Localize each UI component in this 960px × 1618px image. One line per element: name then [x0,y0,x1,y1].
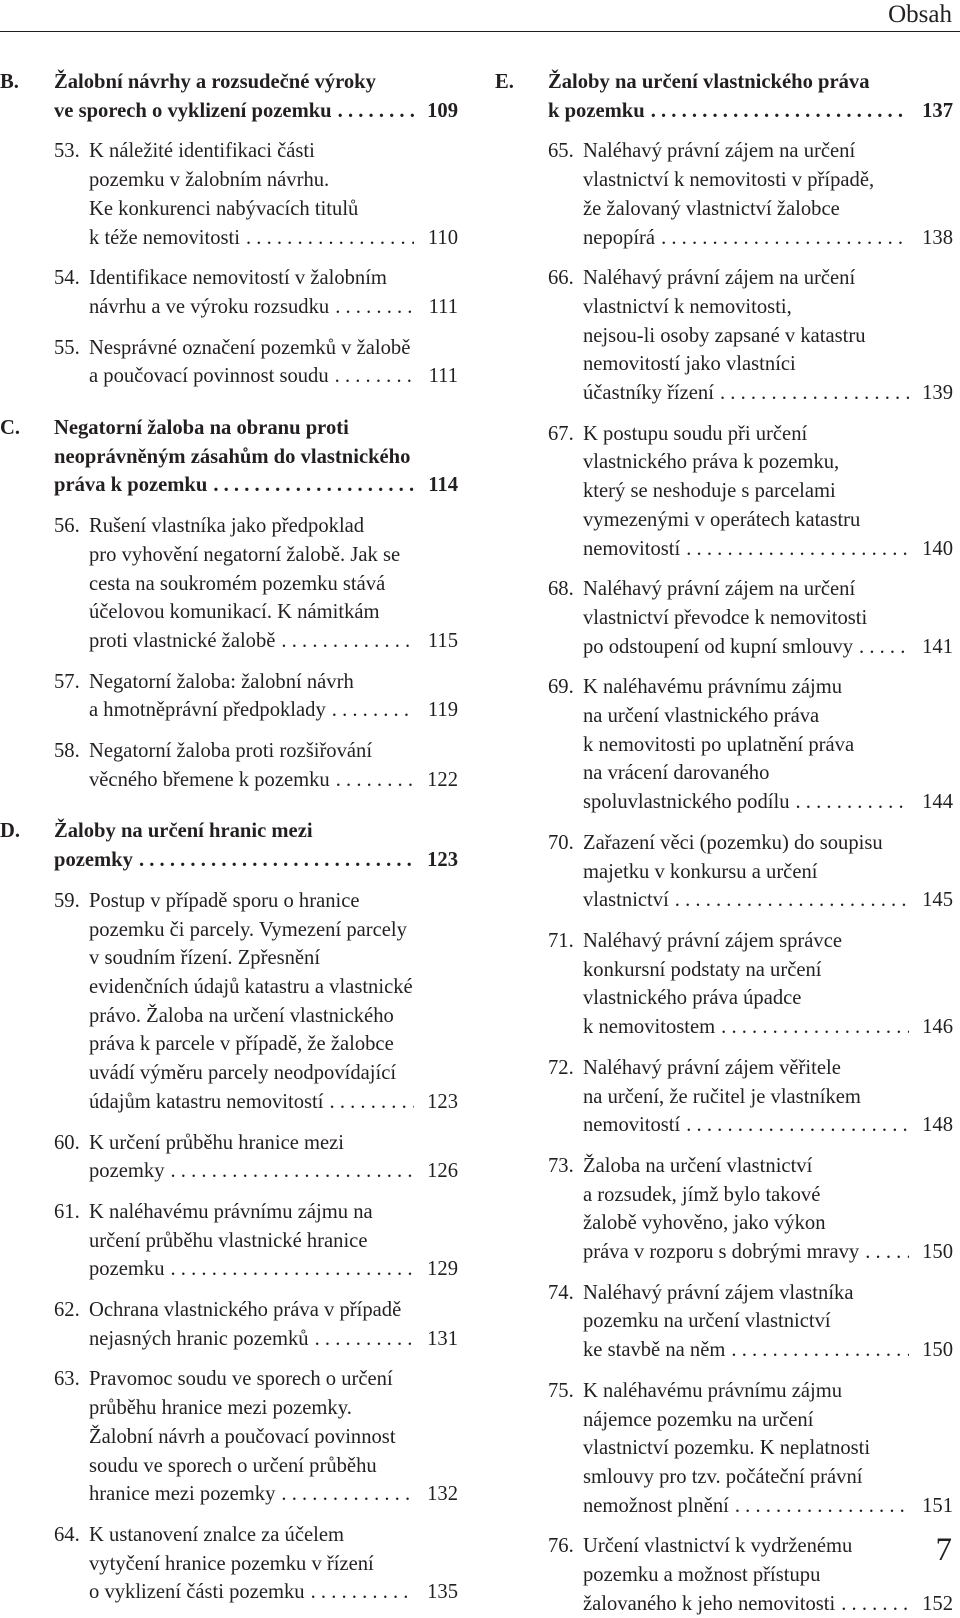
toc-entry[interactable] [0,1129,458,1186]
entry-spacer [0,1353,458,1365]
toc-entry[interactable] [495,673,953,817]
entry-spacer [0,252,458,264]
entry-spacer [495,1140,953,1152]
toc-section-heading[interactable] [0,414,458,500]
entry-title-line: vlastnictví k nemovitosti, [583,295,792,318]
entry-title-line: průběhu hranice mezi pozemky. [89,1397,352,1420]
entry-title-line: pozemku a možnost přístupu [583,1564,821,1587]
entry-page-number: 111 [428,295,458,318]
entry-title-line: že žalovaný vlastnictví žalobce [583,197,840,220]
dot-leader [714,379,909,408]
toc-entry[interactable] [495,1054,953,1140]
entry-title-line: Určení vlastnictví k vydrženému [583,1535,853,1558]
entry-title [89,334,458,391]
entry-page-number: 109 [427,99,458,122]
entry-page-number: 140 [922,537,953,560]
entry-title-line: Negatorní žaloba: žalobní návrh [89,670,354,693]
dot-leader [305,1578,414,1607]
entry-title-last-line [583,224,953,253]
entry-spacer [0,794,458,817]
dot-leader [835,1590,909,1618]
entry-title-line: vlastnického práva k pozemku, [583,451,840,474]
dot-leader [725,1336,909,1365]
entry-title-line: žalobě vyhověno, jako výkon [583,1212,826,1235]
entry-title-line: Negatorní žaloba proti rozšiřování [89,740,373,763]
entry-title-line: nejsou-li osoby zapsané v katastru [583,324,866,347]
toc-entry[interactable] [0,334,458,391]
entry-title-line: ve sporech o vyklizení pozemku [54,99,332,122]
entry-title-line: Žaloba na určení vlastnictví [583,1154,813,1177]
dot-leader [645,97,909,126]
entry-title-line: K naléhavému právnímu zájmu na [89,1200,373,1223]
dot-leader [207,471,414,500]
toc-entry[interactable] [495,1532,953,1618]
entry-page-number: 111 [428,365,458,388]
entry-title-line: práva v rozporu s dobrými mravy [583,1241,860,1264]
entry-number: 63. [54,1368,80,1391]
entry-title-line: nepopírá [583,226,656,249]
entry-page-number: 129 [427,1258,458,1281]
entry-page-number: 132 [427,1483,458,1506]
entry-number: 66. [548,267,574,290]
entry-title-line: cesta na soukromém pozemku stává [89,572,386,595]
dot-leader [165,1255,415,1284]
entry-title-line: vlastnictví pozemku. K neplatnosti [583,1437,871,1460]
entry-spacer [495,125,953,137]
dot-leader [790,788,910,817]
entry-title-line: účelovou komunikací. K námitkám [89,601,380,624]
entry-number: 62. [54,1299,80,1322]
entry-title-line: K naléhavému právnímu zájmu [583,1379,843,1402]
entry-page-number: 145 [922,889,953,912]
toc-entry[interactable] [0,668,458,725]
entry-spacer [0,875,458,887]
entry-title [583,137,953,252]
entry-spacer [0,391,458,414]
entry-title-line: o vyklizení části pozemku [89,1581,305,1604]
entry-title [583,1377,953,1521]
entry-title-line: účastníky řízení [583,382,714,405]
entry-title-line: Naléhavý právní zájem věřitele [583,1056,841,1079]
entry-number: 53. [54,140,80,163]
entry-title-line: nemovitostí jako vlastníci [583,353,796,376]
entry-title [89,512,458,656]
entry-title [548,68,953,125]
dot-leader [133,846,414,875]
toc-entry[interactable] [0,737,458,794]
toc-section-heading[interactable] [0,68,458,125]
entry-spacer [495,563,953,575]
entry-title-line: konkursní podstaty na určení [583,958,822,981]
entry-title-line: nemožnost plnění [583,1494,729,1517]
entry-title-line: práva k pozemku [54,474,208,497]
entry-title [583,1054,953,1140]
entry-title-line: vlastnictví [583,889,669,912]
entry-title-line: K ustanovení znalce za účelem [89,1523,345,1546]
entry-title [54,68,458,125]
entry-title-line: návrhu a ve výroku rozsudku [89,295,330,318]
section-letter: E. [495,71,514,93]
entry-number: 64. [54,1523,80,1546]
entry-title-line: majetku v konkursu a určení [583,860,818,883]
entry-title-line: Žaloby na určení vlastnického práva [548,71,870,93]
entry-title [583,1279,953,1365]
entry-title-last-line [89,627,458,656]
entry-title-line: věcného břemene k pozemku [89,768,330,791]
toc-entry[interactable] [0,512,458,656]
dot-leader [165,1157,415,1186]
entry-title [89,1521,458,1607]
entry-title [583,420,953,564]
entry-number: 59. [54,889,80,912]
entry-page-number: 123 [427,849,458,872]
dot-leader [324,1088,414,1117]
entry-title-line: Ke konkurenci nabývacích titulů [89,197,359,220]
entry-spacer [0,1186,458,1198]
entry-spacer [0,1284,458,1296]
toc-entry[interactable] [0,1521,458,1607]
entry-spacer [495,1520,953,1532]
entry-spacer [495,1267,953,1279]
entry-title-last-line [583,1590,953,1618]
entry-title-line: a rozsudek, jímž bylo takové [583,1183,821,1206]
toc-entry[interactable] [0,887,458,1117]
entry-title-line: na určení, že ručitel je vlastníkem [583,1085,861,1108]
entry-title-line: Naléhavý právní zájem na určení [583,140,856,163]
entry-title-last-line [583,1111,953,1140]
entry-title-line: K určení průběhu hranice mezi [89,1131,345,1154]
toc-entry[interactable] [495,1377,953,1521]
entry-title-last-line [54,97,458,126]
entry-number: 57. [54,670,80,693]
toc-entry[interactable] [495,137,953,252]
section-letter: C. [0,417,21,440]
entry-page-number: 144 [922,791,953,814]
dot-leader [309,1325,414,1354]
dot-leader [655,224,909,253]
entry-title-line: K postupu soudu při určení [583,422,808,445]
entry-title-line: ke stavbě na něm [583,1339,726,1362]
dot-leader [729,1492,909,1521]
entry-page-number: 114 [428,474,458,497]
toc-entry[interactable] [0,264,458,321]
entry-number: 71. [548,929,574,952]
entry-spacer [495,1365,953,1377]
entry-title-last-line [583,1336,953,1365]
entry-page-number: 146 [922,1016,953,1039]
entry-title-line: a poučovací povinnost soudu [89,365,329,388]
entry-number: 56. [54,515,80,538]
entry-title-line: vlastnického práva úpadce [583,987,802,1010]
entry-title-line: Identifikace nemovitostí v žalobním [89,267,387,290]
entry-page-number: 148 [922,1114,953,1137]
entry-title-last-line [89,362,458,391]
entry-page-number: 119 [427,699,458,722]
entry-title-last-line [583,535,953,564]
entry-spacer [0,725,458,737]
entry-title [583,1532,953,1618]
entry-title-line: Žaloby na určení hranic mezi [54,820,313,843]
entry-title-line: a hmotněprávní předpoklady [89,699,326,722]
entry-page-number: 126 [427,1160,458,1183]
entry-title-last-line [89,696,458,725]
entry-spacer [0,1509,458,1521]
entry-title-last-line [583,1238,953,1267]
entry-title-last-line [583,1013,953,1042]
entry-spacer [495,817,953,829]
entry-title-line: žalovaného k jeho nemovitosti [583,1592,836,1615]
entry-title-last-line [89,766,458,795]
entry-title-line: vymezenými v operátech katastru [583,508,861,531]
entry-title-line: neoprávněným zásahům do vlastnického [54,445,411,468]
entry-title-line: k pozemku [548,99,645,122]
toc-entry[interactable] [0,1365,458,1509]
entry-title-last-line [89,1480,458,1509]
entry-number: 76. [548,1535,574,1558]
entry-title-line: na určení vlastnického práva [583,705,820,728]
entry-title-line: smlouvy pro tzv. počáteční právní [583,1465,863,1488]
entry-number: 68. [548,578,574,601]
toc-entry[interactable] [495,1279,953,1365]
entry-title-line: Naléhavý právní zájem na určení [583,267,856,290]
entry-title-line: údajům katastru nemovitostí [89,1090,324,1113]
entry-title-line: Nesprávné označení pozemků v žalobě [89,336,411,359]
toc-entry[interactable] [495,420,953,564]
entry-title-line: vlastnictví k nemovitosti v případě, [583,169,875,192]
entry-page-number: 122 [427,768,458,791]
entry-title-line: v soudním řízení. Zpřesnění [89,947,321,970]
entry-title-line: K náležité identifikaci části [89,140,315,163]
entry-title-line: Žalobní návrhy a rozsudečné výroky [54,71,376,93]
entry-title-last-line [583,1492,953,1521]
entry-title-last-line [89,1255,458,1284]
entry-title [583,575,953,661]
entry-title-line: k nemovitosti po uplatnění práva [583,733,855,756]
entry-number: 70. [548,831,574,854]
entry-page-number: 138 [922,226,953,249]
entry-title-last-line [583,788,953,817]
entry-title-line: K naléhavému právnímu zájmu [583,676,843,699]
entry-spacer [495,661,953,673]
toc-entry[interactable] [0,1198,458,1284]
toc-entry[interactable] [0,1296,458,1353]
entry-title-line: pozemku v žalobním návrhu. [89,169,330,192]
entry-spacer [0,322,458,334]
dot-leader [275,627,414,656]
entry-title-line: práva k parcele v případě, že žalobce [89,1033,394,1056]
entry-title [89,137,458,252]
entry-title [583,1152,953,1267]
dot-leader [240,224,414,253]
entry-title-last-line [89,224,458,253]
entry-title-line: evidenčních údajů katastru a vlastnické [89,975,413,998]
entry-page-number: 152 [922,1592,953,1615]
entry-title [89,1365,458,1509]
entry-title-last-line [89,1325,458,1354]
running-head: Obsah [888,1,952,28]
entry-title [89,737,458,794]
entry-title [89,1129,458,1186]
entry-title-line: Naléhavý právní zájem vlastníka [583,1281,854,1304]
entry-title-line: pozemky [54,849,133,872]
entry-title [583,829,953,915]
dot-leader [715,1013,909,1042]
entry-spacer [0,125,458,137]
entry-title-last-line [89,293,458,322]
entry-spacer [495,1042,953,1054]
entry-title-line: vlastnictví převodce k nemovitosti [583,606,868,629]
entry-title-line: soudu ve sporech o určení průběhu [89,1454,377,1477]
entry-title-last-line [54,471,458,500]
entry-number: 61. [54,1200,80,1223]
entry-page-number: 150 [922,1241,953,1264]
entry-spacer [0,1117,458,1129]
dot-leader [859,1238,909,1267]
entry-title [583,927,953,1042]
toc-entry[interactable] [495,264,953,408]
page-number: 7 [935,1532,952,1568]
entry-title-last-line [89,1157,458,1186]
entry-number: 73. [548,1154,574,1177]
dot-leader [669,886,909,915]
entry-page-number: 110 [427,226,458,249]
entry-title [89,264,458,321]
dot-leader [330,766,414,795]
header-rule [0,31,960,32]
entry-title-line: Rušení vlastníka jako předpoklad [89,515,365,538]
entry-title [89,668,458,725]
toc-entry[interactable] [495,575,953,661]
entry-title-line: pozemku [89,1258,165,1281]
entry-spacer [495,252,953,264]
entry-page-number: 139 [922,382,953,405]
entry-title [54,414,458,500]
entry-title-last-line [89,1088,458,1117]
entry-title [54,817,458,874]
entry-title-last-line [583,379,953,408]
entry-title-last-line [89,1578,458,1607]
section-letter: B. [0,71,19,93]
entry-title [89,1296,458,1353]
entry-page-number: 141 [922,635,953,658]
toc-left-column [0,68,458,1607]
entry-title-line: spoluvlastnického podílu [583,791,790,814]
entry-title-line: na vrácení darovaného [583,762,770,785]
entry-title-line: nejasných hranic pozemků [89,1327,309,1350]
dot-leader [329,293,414,322]
entry-title-line: Zařazení věci (pozemku) do soupisu [583,831,883,854]
toc-section-heading[interactable] [495,68,953,125]
entry-title-line: právo. Žaloba na určení vlastnického [89,1004,394,1027]
entry-number: 75. [548,1379,574,1402]
entry-title-last-line [583,633,953,662]
entry-title-line: uvádí výměru parcely neodpovídající [89,1062,397,1085]
entry-title-line: proti vlastnické žalobě [89,629,276,652]
entry-number: 72. [548,1056,574,1079]
entry-title-line: určení průběhu vlastnické hranice [89,1229,368,1252]
entry-page-number: 135 [427,1581,458,1604]
entry-title-line: Ochrana vlastnického práva v případě [89,1299,402,1322]
entry-title [89,887,458,1117]
entry-title-line: vytyčení hranice pozemku v řízení [89,1552,374,1575]
entry-title-last-line [54,846,458,875]
dot-leader [853,633,909,662]
entry-title-line: po odstoupení od kupní smlouvy [583,635,854,658]
toc-entry[interactable] [495,829,953,915]
toc-entry[interactable] [0,137,458,252]
dot-leader [329,362,414,391]
toc-entry[interactable] [495,1152,953,1267]
entry-page-number: 150 [922,1339,953,1362]
section-letter: D. [0,820,21,843]
dot-leader [680,1111,909,1140]
entry-spacer [495,408,953,420]
entry-title-last-line [583,886,953,915]
entry-number: 54. [54,267,80,290]
entry-number: 58. [54,740,80,763]
toc-section-heading[interactable] [0,817,458,874]
entry-page-number: 115 [427,629,458,652]
entry-title-line: Naléhavý právní zájem správce [583,929,843,952]
entry-title-line: Žalobní návrh a poučovací povinnost [89,1425,396,1448]
entry-title-line: nájemce pozemku na určení [583,1408,814,1431]
entry-number: 60. [54,1131,80,1154]
entry-title-line: nemovitostí [583,537,681,560]
entry-title [89,1198,458,1284]
dot-leader [326,696,414,725]
entry-spacer [0,500,458,512]
entry-title-line: Negatorní žaloba na obranu proti [54,417,349,440]
entry-title-line: pozemky [89,1160,165,1183]
entry-title-line: Pravomoc soudu ve sporech o určení [89,1368,393,1391]
entry-title-line: k nemovitostem [583,1016,716,1039]
entry-title-line: Postup v případě sporu o hranice [89,889,360,912]
entry-title-line: Naléhavý právní zájem na určení [583,578,856,601]
entry-title-line: pro vyhovění negatorní žalobě. Jak se [89,543,401,566]
dot-leader [275,1480,414,1509]
entry-page-number: 151 [922,1494,953,1517]
entry-title-line: nemovitostí [583,1114,681,1137]
entry-title [583,264,953,408]
entry-page-number: 137 [922,99,953,122]
entry-title-line: k téže nemovitosti [89,226,240,249]
entry-number: 74. [548,1281,574,1304]
entry-number: 65. [548,140,574,163]
dot-leader [680,535,909,564]
entry-spacer [0,656,458,668]
entry-number: 67. [548,422,574,445]
entry-title-line: hranice mezi pozemky [89,1483,276,1506]
entry-number: 55. [54,336,80,359]
entry-title-line: pozemku na určení vlastnictví [583,1310,831,1333]
dot-leader [332,97,414,126]
toc-entry[interactable] [495,927,953,1042]
entry-page-number: 123 [427,1090,458,1113]
entry-spacer [495,915,953,927]
entry-number: 69. [548,676,574,699]
entry-title [583,673,953,817]
entry-title-line: který se neshoduje s parcelami [583,480,836,503]
entry-title-last-line [548,97,953,126]
entry-page-number: 131 [427,1327,458,1350]
toc-right-column [495,68,953,1618]
entry-title-line: pozemku či parcely. Vymezení parcely [89,918,407,941]
